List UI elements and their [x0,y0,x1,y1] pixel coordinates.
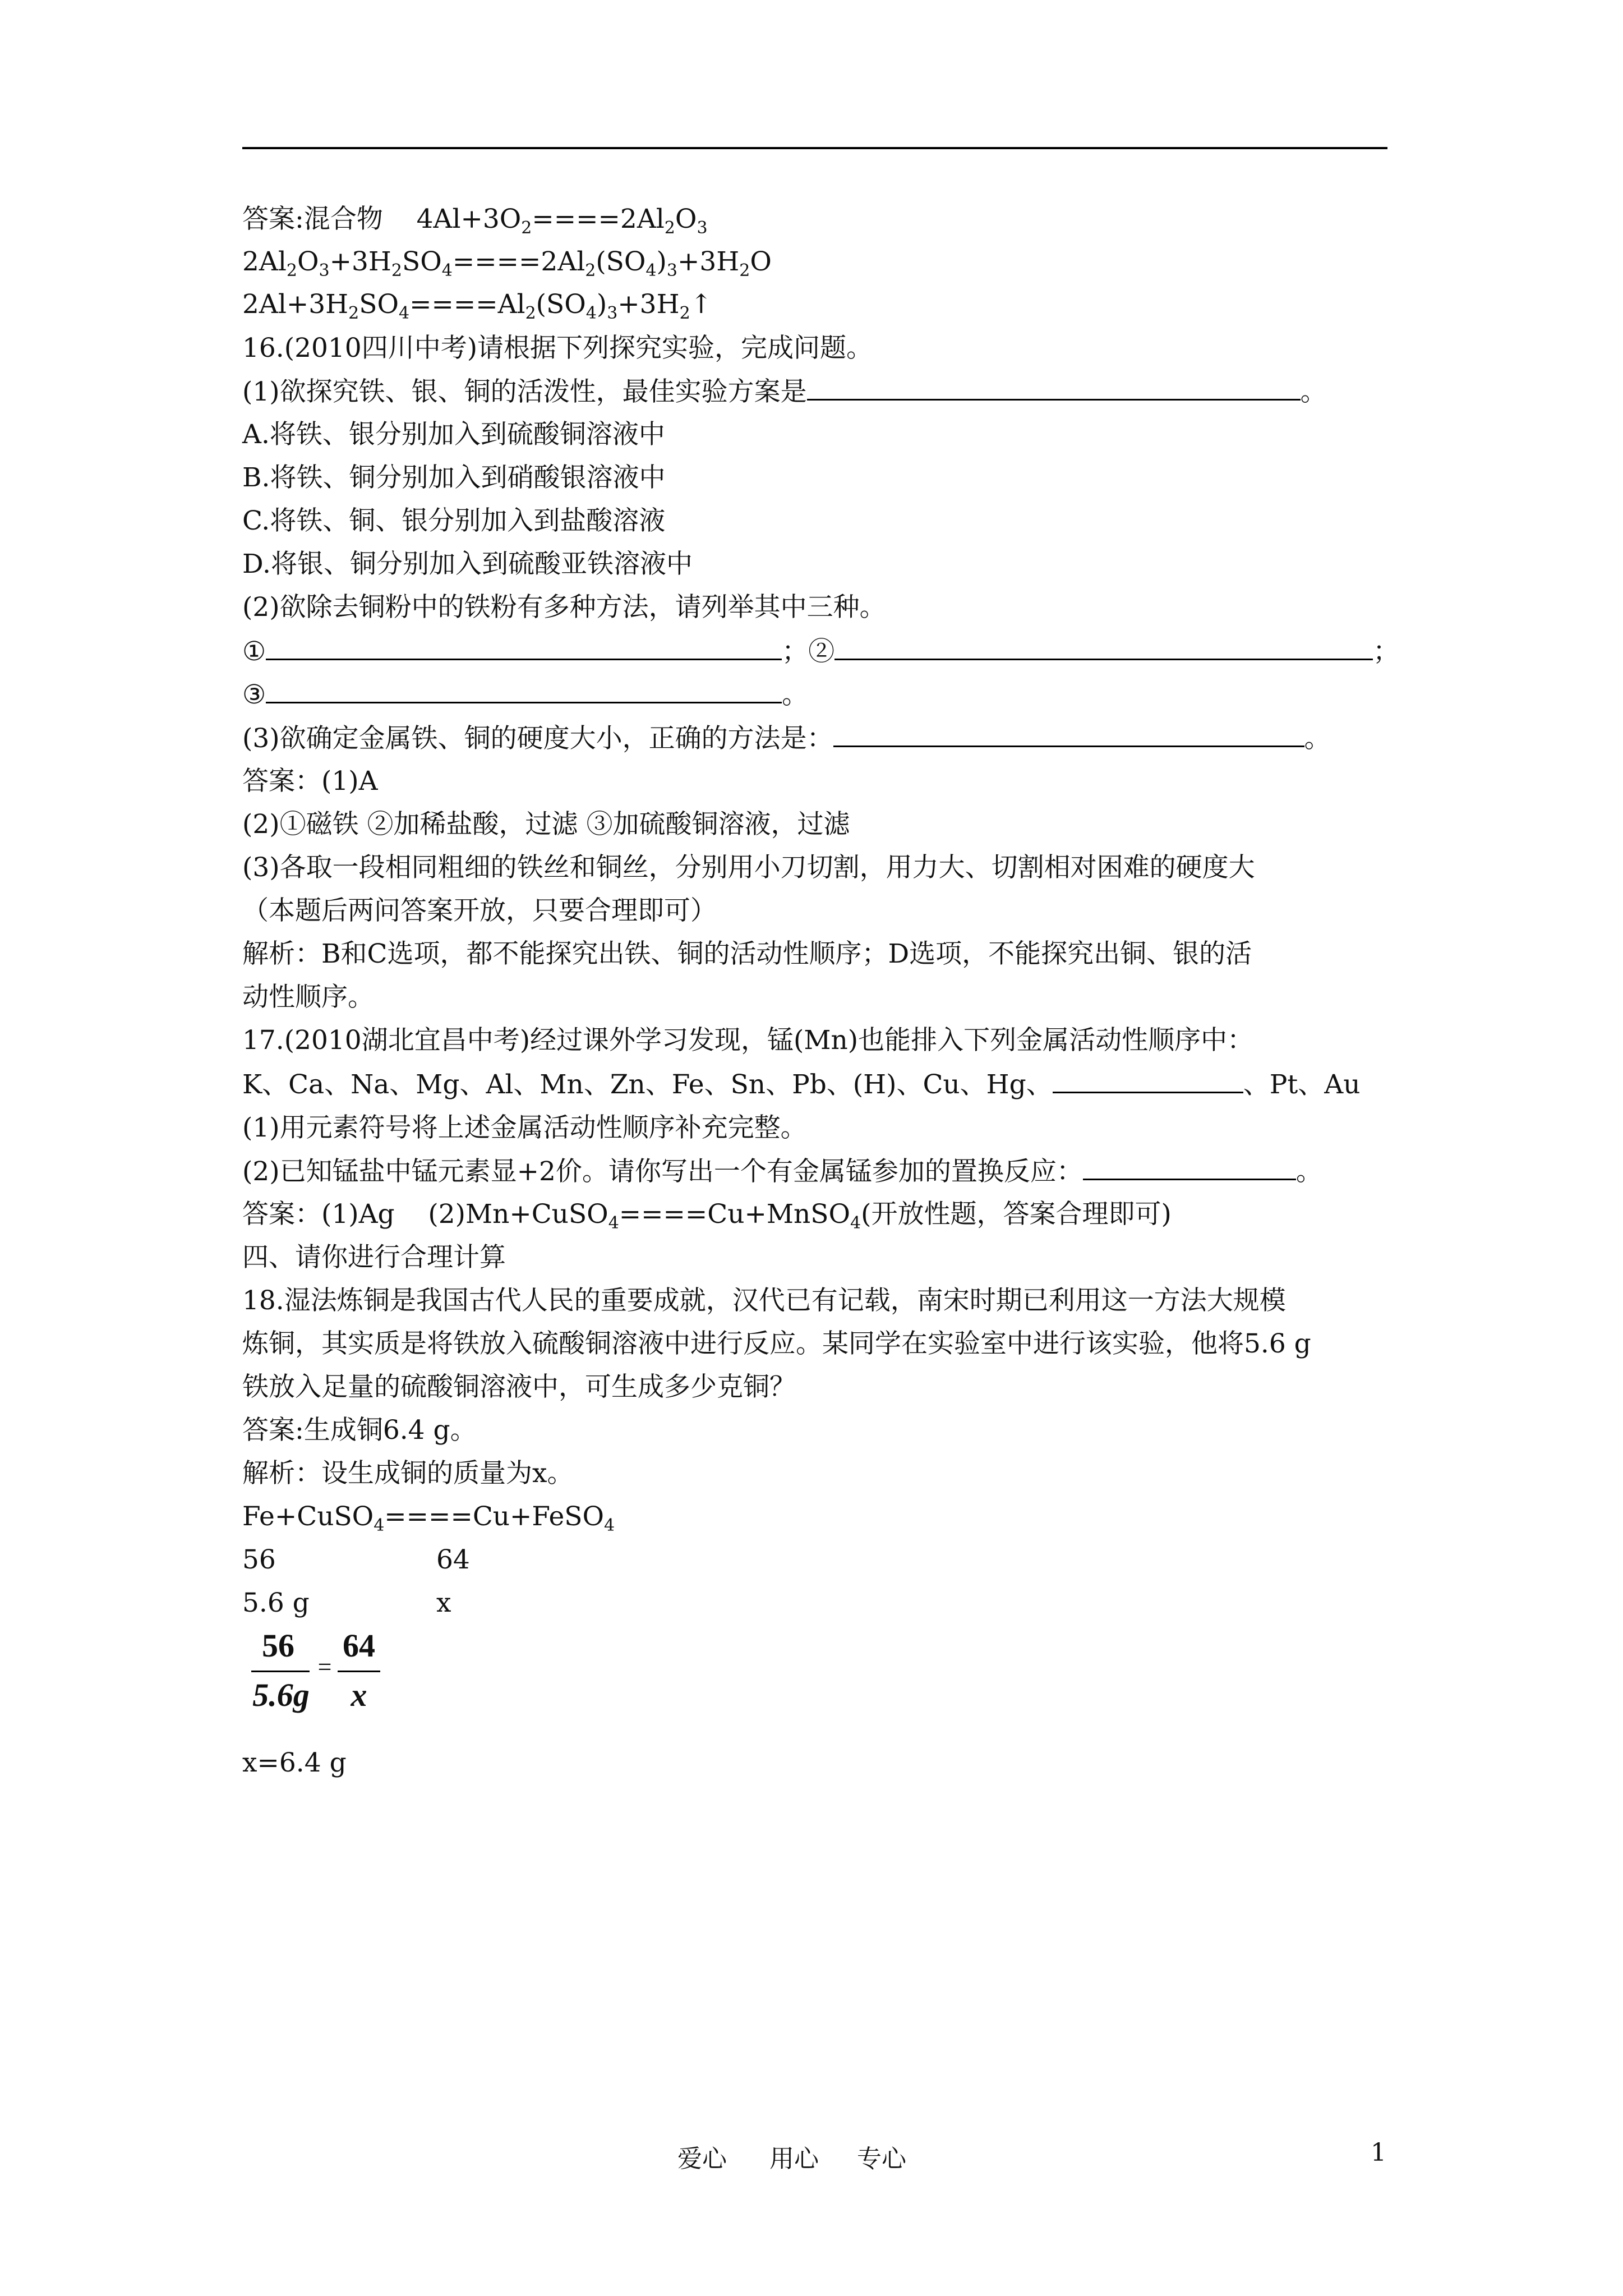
answer-blank[interactable] [266,677,782,703]
reaction-equation: Fe+CuSO$_4$====Cu+FeSO$_4$ [242,1501,615,1535]
question-18-line3: 铁放入足量的硫酸铜溶液中，可生成多少克铜？ [242,1372,796,1402]
option-c: C.将铁、铜、银分别加入到盐酸溶液 [242,505,666,536]
answer-17: 答案：(1)Ag (2)Mn+CuSO$_4$====Cu+MnSO$_4$(开放性题，答案合理即可) [242,1199,1172,1233]
fraction-numerator-1: 56 [262,1627,294,1664]
explanation-16-line1: 解析：B和C选项，都不能探究出铁、铜的活动性顺序；D选项，不能探究出铜、银的活 [242,938,1252,969]
section-four-heading: 四、请你进行合理计算 [242,1242,506,1273]
fraction-numerator-2: 64 [343,1627,375,1664]
explanation-16-line2: 动性顺序。 [242,982,374,1013]
question-18-line2: 炼铜，其实质是将铁放入硫酸铜溶液中进行反应。某同学在实验室中进行该实验，他将5.6 g [242,1328,1311,1359]
final-result: x=6.4 g [242,1747,347,1778]
footer-slogan-1: 爱心 [677,2145,727,2173]
question-17-part2: (2)已知锰盐中锰元素显+2价。请你写出一个有金属锰参加的置换反应： 。 [242,1154,1322,1189]
option-a: A.将铁、银分别加入到硫酸铜溶液中 [242,419,665,450]
question-16-blanks-row2: ③ 。 [242,677,808,712]
answer-16-note: （本题后两问答案开放，只要合理即可） [242,895,717,926]
answer-16-line1: 答案：(1)A [242,766,378,797]
fraction-bar-1 [251,1671,310,1672]
given-mass: 5.6 g [242,1588,310,1618]
answer-16-line2: (2)①磁铁 ②加稀盐酸，过滤 ③加硫酸铜溶液，过滤 [242,809,850,840]
footer-slogan-2: 用心 [769,2145,819,2173]
option-d: D.将银、铜分别加入到硫酸亚铁溶液中 [242,549,693,579]
page-number: 1 [1371,2138,1386,2167]
footer-slogan-3: 专心 [857,2145,906,2173]
molar-mass-56: 56 [242,1544,276,1575]
question-16-part1: (1)欲探究铁、银、铜的活泼性，最佳实验方案是 。 [242,374,1327,409]
question-17-title: 17.(2010湖北宜昌中考)经过课外学习发现，锰(Mn)也能排入下列金属活动性顺序中： [242,1025,1254,1056]
question-17-sequence: K、Ca、Na、Mg、Al、Mn、Zn、Fe、Sn、Pb、(H)、Cu、Hg、 、Pt、Au [242,1067,1360,1102]
unknown-mass: x [436,1588,451,1618]
question-16-part3: (3)欲确定金属铁、铜的硬度大小，正确的方法是： 。 [242,721,1331,756]
question-16-part2: (2)欲除去铜粉中的铁粉有多种方法，请列举其中三种。 [242,592,886,623]
question-16-title: 16.(2010四川中考)请根据下列探究实验，完成问题。 [242,333,873,364]
molar-mass-64: 64 [436,1544,470,1575]
option-b: B.将铁、铜分别加入到硝酸银溶液中 [242,462,666,493]
answer-16-line3: (3)各取一段相同粗细的铁丝和铜丝，分别用小刀切割，用力大、切割相对困难的硬度大 [242,852,1255,883]
explanation-18: 解析：设生成铜的质量为x。 [242,1458,574,1489]
question-16-blanks-row1: ① ；② ； [242,634,1399,669]
answer-15-line2: $2Al_2O_3+3H_2SO_4====2Al_2(SO_4)_3+3H_2O$ [242,246,772,280]
proportion-fraction [247,1627,398,1728]
fraction-denominator-2: x [351,1677,367,1713]
answer-blank[interactable] [834,634,1373,660]
answer-15-line1: 答案:混合物 $4Al+3O_2====2Al_2O_3$ [242,204,708,238]
answer-15-line3: $2Al+3H_2SO_4====Al_2(SO_4)_3+3H_2↑$ [242,289,713,323]
equals-sign: = [317,1653,332,1681]
fraction-bar-2 [338,1671,380,1672]
header-rule [242,147,1387,149]
answer-blank[interactable] [1083,1154,1296,1180]
fraction-denominator-1: 5.6g [252,1677,310,1713]
question-17-part1: (1)用元素符号将上述金属活动性顺序补充完整。 [242,1112,807,1143]
answer-blank[interactable] [807,374,1301,401]
answer-blank[interactable] [266,634,782,660]
answer-blank[interactable] [1053,1067,1243,1093]
answer-blank[interactable] [833,721,1304,747]
answer-18: 答案:生成铜6.4 g。 [242,1415,477,1446]
question-18-line1: 18.湿法炼铜是我国古代人民的重要成就，汉代已有记载，南宋时期已利用这一方法大规模 [242,1285,1286,1316]
